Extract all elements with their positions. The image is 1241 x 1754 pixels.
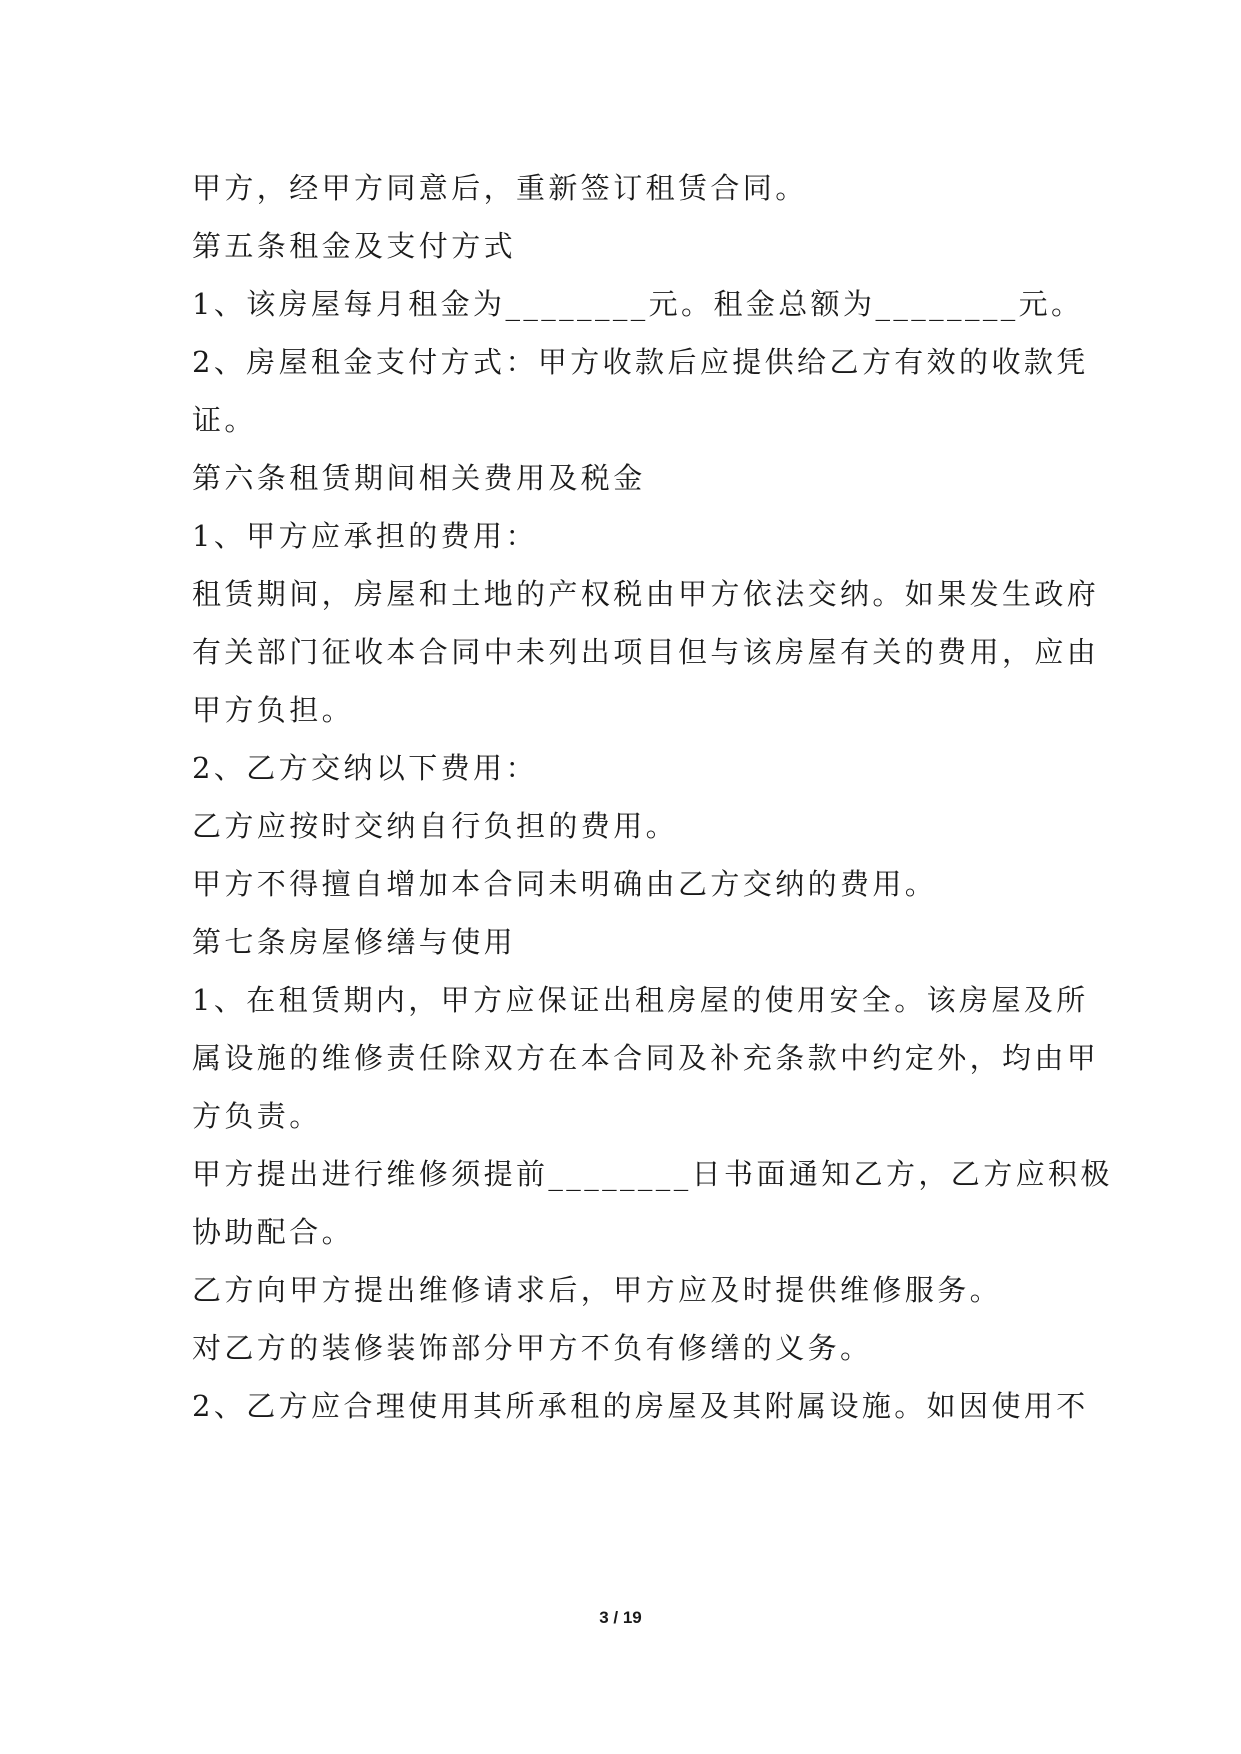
paragraph-line: 甲方提出进行维修须提前________日书面通知乙方，乙方应积极 [192, 1157, 1113, 1191]
paragraph-line: 乙方向甲方提出维修请求后，甲方应及时提供维修服务。 [192, 1273, 1003, 1307]
document-body [192, 159, 1113, 1435]
paragraph-line: 2、乙方交纳以下费用： [192, 751, 538, 785]
paragraph-line: 甲方，经甲方同意后，重新签订租赁合同。 [192, 171, 808, 205]
paragraph-line: 乙方应按时交纳自行负担的费用。 [192, 809, 679, 843]
paragraph-line: 甲方负担。 [192, 693, 355, 727]
paragraph-line: 1、该房屋每月租金为________元。租金总额为________元。 [192, 287, 1084, 321]
section-heading-article-5: 第五条租金及支付方式 [192, 229, 517, 263]
paragraph-line: 对乙方的装修装饰部分甲方不负有修缮的义务。 [192, 1331, 873, 1365]
paragraph-line: 协助配合。 [192, 1215, 355, 1249]
paragraph-line: 甲方不得擅自增加本合同未明确由乙方交纳的费用。 [192, 867, 938, 901]
paragraph-line: 有关部门征收本合同中未列出项目但与该房屋有关的费用，应由 [192, 635, 1100, 669]
paragraph-line: 属设施的维修责任除双方在本合同及补充条款中约定外，均由甲 [192, 1041, 1100, 1075]
paragraph-line: 1、在租赁期内，甲方应保证出租房屋的使用安全。该房屋及所 [192, 983, 1089, 1017]
paragraph-line: 2、房屋租金支付方式：甲方收款后应提供给乙方有效的收款凭 [192, 345, 1089, 379]
paragraph-line: 租赁期间，房屋和土地的产权税由甲方依法交纳。如果发生政府 [192, 577, 1100, 611]
section-heading-article-7: 第七条房屋修缮与使用 [192, 925, 517, 959]
paragraph-line: 方负责。 [192, 1099, 322, 1133]
page-number: 3 / 19 [599, 1608, 642, 1627]
section-heading-article-6: 第六条租赁期间相关费用及税金 [192, 461, 646, 495]
paragraph-line: 证。 [192, 403, 257, 437]
paragraph-line: 1、甲方应承担的费用： [192, 519, 538, 553]
paragraph-line: 2、乙方应合理使用其所承租的房屋及其附属设施。如因使用不 [192, 1389, 1089, 1423]
